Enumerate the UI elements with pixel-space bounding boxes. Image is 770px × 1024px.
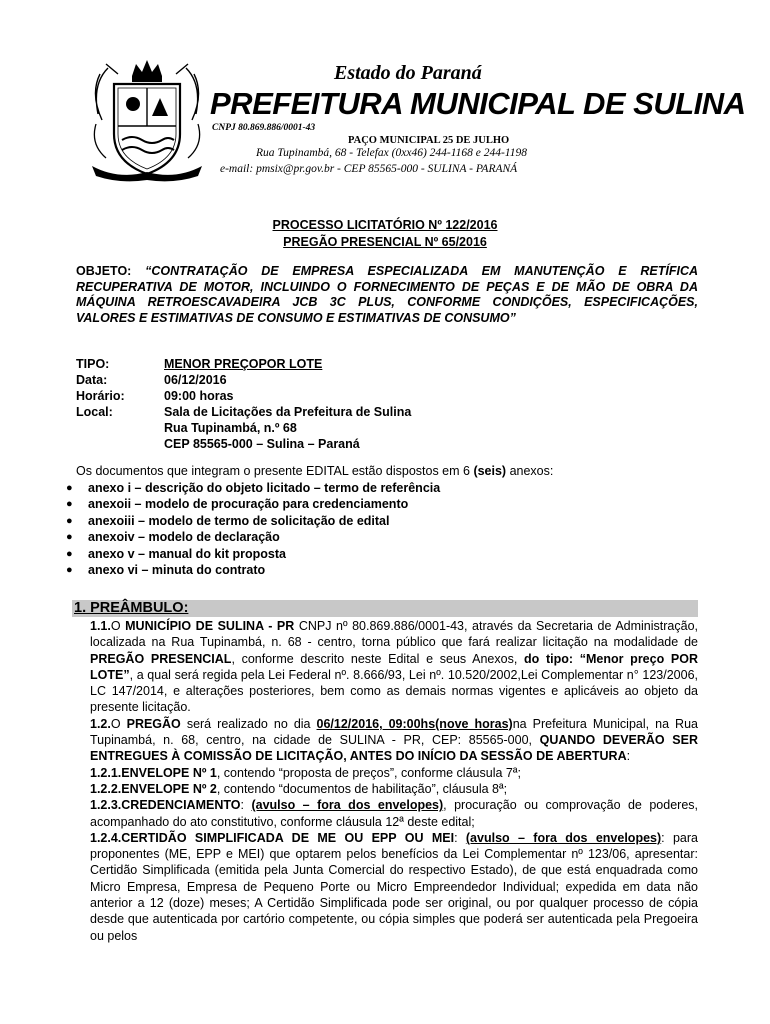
text-run: PREGÃO — [126, 716, 181, 731]
info-block — [76, 356, 411, 452]
header-paco: PAÇO MUNICIPAL 25 DE JULHO — [348, 135, 510, 146]
annex-label: anexo i – descrição do objeto licitado – termo de referência — [88, 481, 441, 495]
list-item — [66, 546, 440, 562]
docs-intro-text: Os documentos que integram o presente EDITAL estão dispostos em 6 — [76, 464, 474, 478]
text-run: O — [110, 716, 127, 731]
clause-number: 1.2.3.CREDENCIAMENTO — [90, 798, 241, 813]
objeto-label: OBJETO: — [76, 264, 146, 278]
local-label: Local: — [76, 405, 113, 419]
list-item — [66, 562, 440, 578]
clause-number: 1.1. — [90, 619, 111, 633]
clause-number: 1.2.1.ENVELOPE Nº 1 — [90, 765, 217, 780]
local-line-2: Rua Tupinambá, n.º 68 — [164, 421, 297, 435]
paragraph-1-2-2 — [90, 781, 698, 797]
clause-number: 1.2.4.CERTIDÃO SIMPLIFICADA DE ME OU EPP OU MEI — [90, 830, 455, 845]
text-run: : — [626, 749, 631, 764]
bullet-icon: ● — [66, 514, 73, 527]
text-run: O — [110, 619, 126, 633]
pregao-title: PREGÃO PRESENCIAL Nº 65/2016 — [283, 235, 487, 249]
coat-of-arms-icon — [88, 54, 206, 184]
text-run: PREGÃO PRESENCIAL — [90, 651, 232, 666]
text-run: do tipo: “Menor preço POR LOTE” — [90, 651, 699, 682]
list-item — [66, 529, 440, 545]
paragraph-1-2-4 — [90, 830, 698, 944]
text-run: : — [454, 830, 466, 845]
annex-label: anexo vi – minuta do contrato — [88, 563, 266, 578]
paragraph-1-1 — [90, 618, 698, 716]
prefecture-name: PREFEITURA MUNICIPAL DE SULINA — [210, 86, 746, 121]
bullet-icon: ● — [66, 531, 73, 544]
docs-intro-count: (seis) — [473, 464, 507, 478]
text-run: (avulso – fora dos envelopes) — [465, 830, 662, 845]
paragraph-1-2 — [90, 716, 698, 765]
clause-number: 1.2.2.ENVELOPE Nº 2 — [90, 781, 217, 796]
text-run: CNPJ nº 80.869.886/0001-43, através da Secretaria de Administração, localizada na Rua Tupinambá, n. 68 - centro, torna público que fará realizar licitação na modalidade de — [90, 619, 698, 650]
list-item — [66, 513, 440, 529]
list-item — [66, 480, 440, 496]
section-heading: 1. PREÂMBULO: — [74, 600, 189, 616]
state-name: Estado do Paraná — [334, 62, 482, 84]
header-address: Rua Tupinambá, 68 - Telefax (0xx46) 244-1168 e 244-1198 — [256, 147, 527, 159]
text-run: , conforme descrito neste Edital e seus Anexos, — [231, 651, 525, 666]
docs-intro-end: anexos: — [506, 464, 554, 478]
text-run: 06/12/2016, 09:00hs(nove horas) — [316, 716, 513, 731]
clause-number: 1.2. — [90, 716, 111, 731]
bullet-icon: ● — [66, 564, 73, 577]
text-run: , procuração ou comprovação de poderes, acompanhado do ato constitutivo, conforme cláusula 12ª deste edital; — [90, 798, 698, 829]
text-run: na Prefeitura Municipal, na Rua Tupinambá, n. 68, centro, na cidade de SULINA - PR, CEP: 85565-000, — [90, 716, 698, 748]
text-run: (avulso – fora dos envelopes) — [251, 798, 444, 813]
annex-label: anexoii – modelo de procuração para credenciamento — [88, 497, 409, 512]
data-value: 06/12/2016 — [164, 373, 227, 387]
paragraph-1-2-3 — [90, 797, 698, 830]
annex-label: anexoiii – modelo de termo de solicitação de edital — [88, 513, 390, 528]
objeto-text: “CONTRATAÇÃO DE EMPRESA ESPECIALIZADA EM MANUTENÇÃO E RETÍFICA RECUPERATIVA DE MOTOR, INCLUINDO O FORNECIMENTO DE PEÇAS E DE MÃO DE OBRA DA MÁQUINA RETROESCAVADEIRA JCB 3C PLUS, CONFORME CONDIÇÕES, ESPECIFICAÇÕES, VALORES E ESTIMATIVAS DE CONSUMO E ESTIMATIVAS DE CONSUMO” — [76, 264, 698, 325]
header-cnpj: CNPJ 80.869.886/0001-43 — [212, 123, 316, 133]
text-run: , contendo “documentos de habilitação”, cláusula 8ª; — [216, 781, 508, 796]
text-run: , a qual será regida pela Lei Federal nº. 8.666/93, Lei nº. 10.520/2002,Lei Complementar n° 123/2006, LC 147/2014, e alterações posteriores, bem como as demais normas vigentes e aplicáveis ao objeto da presente licitação. — [90, 667, 698, 715]
paragraph-1-2-1 — [90, 765, 698, 781]
tipo-label: TIPO: — [76, 357, 110, 371]
preambulo-body — [90, 618, 698, 944]
bullet-icon: ● — [66, 547, 73, 560]
docs-intro — [76, 464, 553, 478]
text-run: , contendo “proposta de preços”, conforme cláusula 7ª; — [216, 765, 521, 780]
header-email: e-mail: pmsix@pr.gov.br - CEP 85565-000 - SULINA - PARANÁ — [220, 163, 518, 175]
local-line-1: Sala de Licitações da Prefeitura de Sulina — [164, 405, 412, 419]
data-label: Data: — [76, 373, 108, 387]
annex-label: anexo v – manual do kit proposta — [88, 546, 286, 561]
text-run: : para proponentes (ME, EPP e MEI) que optarem pelos benefícios da Lei Complementar nº 123/06, apresentar: Certidão Simplificada (emitida pela Junta Comercial do respectivo Estado), de que está enquadrada como Micro Empresa, Empresa de Pequeno Porte ou Micro Empreendedor Individual; expedida em data não anterior a 12 (doze) meses; A Certidão Simplificada pode ser original, ou por qualquer processo de cópia desde que autenticada por cartório competente, ou cópia simples que poderá ser autenticada pela Pregoeira ou pelos — [90, 830, 698, 943]
letterhead — [88, 50, 746, 190]
annex-label: anexoiv – modelo de declaração — [88, 530, 280, 545]
bullet-icon: ● — [66, 482, 73, 494]
text-run: será realizado no dia — [180, 716, 317, 731]
horario-value: 09:00 horas — [164, 389, 234, 403]
text-run: QUANDO DEVERÃO SER ENTREGUES À COMISSÃO DE LICITAÇÃO, ANTES DO INÍCIO DA SESSÃO DE ABERTURA — [90, 733, 698, 764]
horario-label: Horário: — [76, 389, 125, 403]
bullet-icon: ● — [66, 498, 73, 511]
list-item — [66, 496, 440, 512]
process-title: PROCESSO LICITATÓRIO Nº 122/2016 — [272, 218, 498, 232]
text-run: : — [240, 798, 252, 813]
annex-list — [66, 480, 440, 578]
local-line-3: CEP 85565-000 – Sulina – Paraná — [164, 437, 360, 451]
tipo-value: MENOR PREÇOPOR LOTE — [164, 357, 323, 371]
text-run: MUNICÍPIO DE SULINA - PR — [125, 619, 295, 633]
objeto-paragraph — [76, 264, 698, 326]
